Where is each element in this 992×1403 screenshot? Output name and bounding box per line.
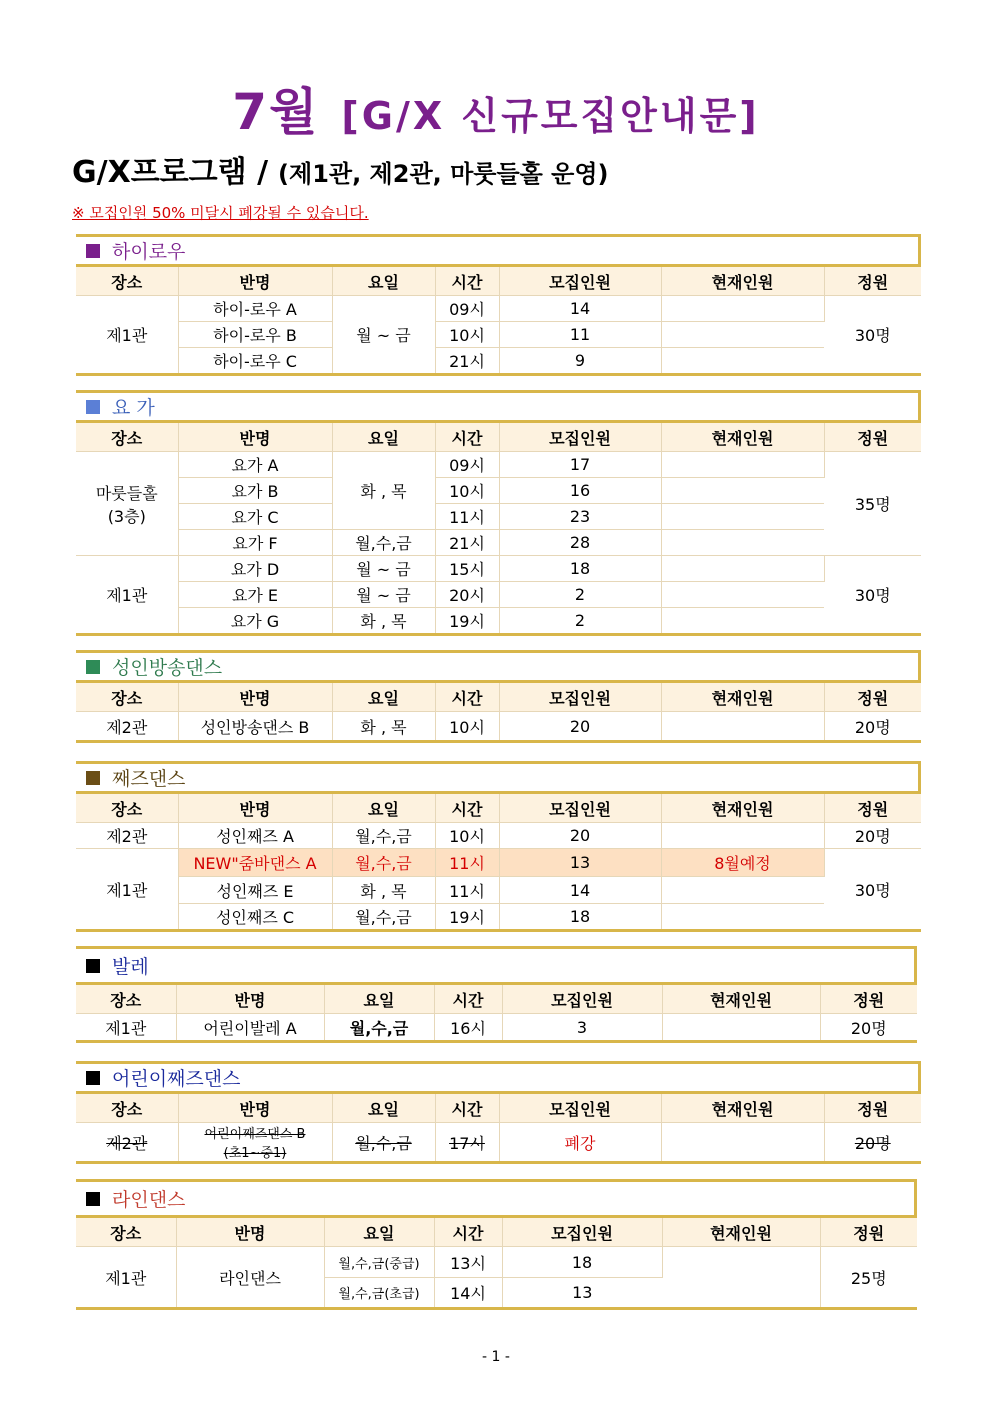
header-cell: 정원 (824, 682, 921, 712)
section-header (76, 390, 921, 420)
header-cell: 모집인원 (499, 422, 661, 452)
place-line: 마룻들홀 (95, 483, 158, 503)
section-ballet (76, 946, 917, 1043)
table-header-row (76, 266, 921, 296)
time-cell: 17시 (435, 1123, 499, 1163)
table-row-highlighted (76, 849, 921, 877)
class-cell: 요가 G (178, 608, 332, 635)
capacity-cell: 20명 (824, 1123, 921, 1163)
current-cell (661, 582, 824, 608)
days-cell: 월,수,금 (324, 1014, 434, 1042)
schedule-table (76, 1091, 921, 1164)
section-title: 라인댄스 (112, 1189, 186, 1211)
header-cell: 모집인원 (499, 682, 661, 712)
table-header-row (76, 1217, 917, 1247)
current-cell (661, 904, 824, 931)
header-cell: 장소 (76, 1217, 176, 1247)
place-cell: 제1관 (76, 1247, 176, 1309)
recruit-cell: 14 (499, 296, 661, 322)
class-cell: 하이-로우 B (178, 322, 332, 348)
header-cell: 모집인원 (502, 984, 662, 1014)
class-cell: 요가 B (178, 478, 332, 504)
header-cell: 시간 (434, 984, 502, 1014)
time-cell: 11시 (435, 849, 499, 877)
header-cell: 시간 (434, 1217, 502, 1247)
table-row (76, 348, 921, 375)
recruit-cell: 13 (499, 849, 661, 877)
header-cell: 시간 (435, 266, 499, 296)
section-header (76, 1061, 921, 1091)
section-yoga (76, 390, 921, 636)
capacity-cell: 30명 (824, 556, 921, 635)
recruit-cell: 28 (499, 530, 661, 556)
header-cell: 요일 (324, 984, 434, 1014)
class-cell: 라인댄스 (176, 1247, 324, 1309)
current-cell (661, 478, 824, 504)
header-cell: 정원 (820, 984, 917, 1014)
header-cell: 정원 (824, 793, 921, 823)
days-cell: 화 , 목 (332, 452, 435, 530)
current-cell (661, 322, 824, 348)
days-cell: 월,수,금 (332, 530, 435, 556)
schedule-table (76, 680, 921, 743)
header-cell: 현재인원 (661, 1093, 824, 1123)
current-cell (661, 1123, 824, 1163)
time-cell: 11시 (435, 877, 499, 904)
subtitle-main: G/X프로그램 / (72, 155, 269, 190)
header-cell: 요일 (332, 266, 435, 296)
class-cell: 요가 E (178, 582, 332, 608)
header-cell: 반명 (176, 1217, 324, 1247)
title-month: 7월 (232, 83, 320, 141)
class-cell: 성인째즈 A (178, 823, 332, 849)
capacity-cell: 20명 (824, 823, 921, 849)
class-cell (178, 1123, 332, 1163)
capacity-cell: 20명 (824, 712, 921, 742)
days-cell: 월,수,금 (332, 823, 435, 849)
header-cell: 요일 (324, 1217, 434, 1247)
header-cell: 정원 (824, 1093, 921, 1123)
header-cell: 모집인원 (499, 1093, 661, 1123)
header-cell: 반명 (178, 793, 332, 823)
square-icon (86, 244, 100, 258)
place-cell: 제2관 (76, 1123, 178, 1163)
section-line-dance (76, 1179, 917, 1310)
recruit-cell: 17 (499, 452, 661, 478)
recruit-cell: 2 (499, 608, 661, 635)
table-row (76, 530, 921, 556)
place-cell: 제2관 (76, 712, 178, 742)
time-cell: 19시 (435, 904, 499, 931)
table-row (76, 556, 921, 582)
days-cell: 월,수,금 (332, 904, 435, 931)
header-cell: 현재인원 (661, 793, 824, 823)
time-cell: 10시 (435, 478, 499, 504)
recruit-cell: 2 (499, 582, 661, 608)
square-icon (86, 771, 100, 785)
current-cell (661, 823, 824, 849)
table-header-row (76, 422, 921, 452)
table-row (76, 504, 921, 530)
days-cell: 화 , 목 (332, 877, 435, 904)
days-cell: 월 ~ 금 (332, 556, 435, 582)
class-cell: 성인째즈 E (178, 877, 332, 904)
section-hilow (76, 234, 921, 376)
time-cell: 09시 (435, 452, 499, 478)
table-row (76, 608, 921, 635)
header-cell: 요일 (332, 793, 435, 823)
class-cell: 성인방송댄스 B (178, 712, 332, 742)
header-cell: 장소 (76, 793, 178, 823)
recruit-cell: 3 (502, 1014, 662, 1042)
title-text: [G/X 신규모집안내문] (341, 94, 760, 138)
class-line: (초1~중1) (223, 1146, 287, 1161)
table-row (76, 582, 921, 608)
place-cell: 제1관 (76, 849, 178, 931)
square-icon (86, 1071, 100, 1085)
time-cell: 16시 (434, 1014, 502, 1042)
recruit-cell: 20 (499, 823, 661, 849)
header-cell: 현재인원 (662, 1217, 820, 1247)
current-cell (661, 504, 824, 530)
days-cell: 월,수,금 (332, 1123, 435, 1163)
time-cell: 10시 (435, 823, 499, 849)
recruit-cell: 11 (499, 322, 661, 348)
current-cell (661, 452, 824, 478)
header-cell: 현재인원 (661, 422, 824, 452)
header-cell: 모집인원 (499, 266, 661, 296)
current-cell (661, 296, 824, 322)
days-cell: 월,수,금(중급) (324, 1247, 434, 1278)
schedule-table (76, 791, 921, 932)
section-kids-jazz-dance (76, 1061, 921, 1164)
header-cell: 시간 (435, 793, 499, 823)
current-cell (662, 1247, 820, 1309)
section-jazz-dance (76, 761, 921, 932)
square-icon (86, 660, 100, 674)
time-cell: 11시 (435, 504, 499, 530)
header-cell: 정원 (824, 266, 921, 296)
class-cell: NEW"줌바댄스 A (178, 849, 332, 877)
section-title: 하이로우 (112, 241, 186, 263)
recruit-cell: 18 (499, 904, 661, 931)
section-header (76, 650, 921, 680)
place-cell: 제1관 (76, 1014, 176, 1042)
table-row (76, 904, 921, 931)
square-icon (86, 400, 100, 414)
current-cell (661, 530, 824, 556)
subtitle-paren: (제1관, 제2관, 마룻들홀 운영) (278, 160, 609, 188)
section-broadcast-dance (76, 650, 921, 743)
days-cell: 화 , 목 (332, 712, 435, 742)
section-header (76, 1179, 917, 1215)
recruit-cell: 13 (502, 1278, 662, 1309)
time-cell: 14시 (434, 1278, 502, 1309)
table-row (76, 823, 921, 849)
page-title (0, 72, 992, 144)
class-cell: 하이-로우 A (178, 296, 332, 322)
section-header (76, 946, 917, 982)
header-cell: 시간 (435, 422, 499, 452)
header-cell: 반명 (176, 984, 324, 1014)
page-number: - 1 - (482, 1349, 510, 1365)
capacity-cell: 35명 (824, 452, 921, 556)
header-cell: 정원 (824, 422, 921, 452)
section-title: 어린이째즈댄스 (112, 1068, 241, 1090)
header-cell: 반명 (178, 266, 332, 296)
place-line: (3층) (107, 506, 146, 526)
capacity-cell: 25명 (820, 1247, 917, 1309)
days-cell: 월,수,금(초급) (324, 1278, 434, 1309)
time-cell: 15시 (435, 556, 499, 582)
class-line: 어린이째즈댄스 B (204, 1127, 306, 1142)
header-cell: 시간 (435, 1093, 499, 1123)
header-cell: 모집인원 (499, 793, 661, 823)
square-icon (86, 959, 100, 973)
table-header-row (76, 1093, 921, 1123)
place-cell: 제1관 (76, 556, 178, 635)
recruit-cell: 16 (499, 478, 661, 504)
schedule-table (76, 1215, 917, 1310)
days-cell: 월 ~ 금 (332, 582, 435, 608)
header-cell: 요일 (332, 682, 435, 712)
place-cell (76, 452, 178, 556)
subtitle (72, 147, 609, 191)
place-cell: 제2관 (76, 823, 178, 849)
time-cell: 19시 (435, 608, 499, 635)
current-cell (661, 877, 824, 904)
schedule-table (76, 264, 921, 376)
time-cell: 10시 (435, 322, 499, 348)
days-cell: 화 , 목 (332, 608, 435, 635)
schedule-table (76, 982, 917, 1043)
header-cell: 현재인원 (661, 682, 824, 712)
recruit-cell: 14 (499, 877, 661, 904)
class-cell: 요가 C (178, 504, 332, 530)
days-cell: 월,수,금 (332, 849, 435, 877)
time-cell: 10시 (435, 712, 499, 742)
table-row (76, 478, 921, 504)
recruit-cell: 23 (499, 504, 661, 530)
class-cell: 요가 A (178, 452, 332, 478)
table-row (76, 877, 921, 904)
header-cell: 장소 (76, 682, 178, 712)
header-cell: 장소 (76, 266, 178, 296)
table-row-cancelled (76, 1123, 921, 1163)
notice: ※ 모집인원 50% 미달시 폐강될 수 있습니다. (72, 204, 369, 222)
time-cell: 09시 (435, 296, 499, 322)
table-row (76, 452, 921, 478)
time-cell: 21시 (435, 348, 499, 375)
section-title: 발레 (112, 956, 149, 978)
class-cell: 요가 D (178, 556, 332, 582)
class-cell: 어린이발레 A (176, 1014, 324, 1042)
place-cell: 제1관 (76, 296, 178, 375)
current-cell: 8월예정 (661, 849, 824, 877)
capacity-cell: 20명 (820, 1014, 917, 1042)
capacity-cell: 30명 (824, 849, 921, 931)
class-cell: 성인째즈 C (178, 904, 332, 931)
time-cell: 20시 (435, 582, 499, 608)
recruit-cell: 폐강 (499, 1123, 661, 1163)
section-header (76, 234, 921, 264)
class-cell: 요가 F (178, 530, 332, 556)
table-row (76, 296, 921, 322)
table-header-row (76, 984, 917, 1014)
section-title: 성인방송댄스 (112, 657, 223, 679)
header-cell: 현재인원 (661, 266, 824, 296)
capacity-cell: 30명 (824, 296, 921, 375)
schedule-table (76, 420, 921, 636)
current-cell (661, 712, 824, 742)
table-header-row (76, 682, 921, 712)
header-cell: 요일 (332, 422, 435, 452)
table-row (76, 712, 921, 742)
section-title: 요 가 (112, 397, 155, 419)
recruit-cell: 20 (499, 712, 661, 742)
current-cell (661, 608, 824, 635)
square-icon (86, 1192, 100, 1206)
recruit-cell: 18 (499, 556, 661, 582)
current-cell (661, 348, 824, 375)
header-cell: 장소 (76, 984, 176, 1014)
recruit-cell: 18 (502, 1247, 662, 1278)
header-cell: 장소 (76, 1093, 178, 1123)
section-header (76, 761, 921, 791)
header-cell: 요일 (332, 1093, 435, 1123)
header-cell: 반명 (178, 1093, 332, 1123)
table-row (76, 1247, 917, 1278)
recruit-cell: 9 (499, 348, 661, 375)
header-cell: 현재인원 (662, 984, 820, 1014)
header-cell: 장소 (76, 422, 178, 452)
table-header-row (76, 793, 921, 823)
header-cell: 정원 (820, 1217, 917, 1247)
days-cell: 월 ~ 금 (332, 296, 435, 375)
time-cell: 13시 (434, 1247, 502, 1278)
header-cell: 모집인원 (502, 1217, 662, 1247)
current-cell (662, 1014, 820, 1042)
current-cell (661, 556, 824, 582)
header-cell: 시간 (435, 682, 499, 712)
time-cell: 21시 (435, 530, 499, 556)
header-cell: 반명 (178, 682, 332, 712)
class-cell: 하이-로우 C (178, 348, 332, 375)
header-cell: 반명 (178, 422, 332, 452)
table-row (76, 1014, 917, 1042)
table-row (76, 322, 921, 348)
section-title: 째즈댄스 (112, 768, 186, 790)
